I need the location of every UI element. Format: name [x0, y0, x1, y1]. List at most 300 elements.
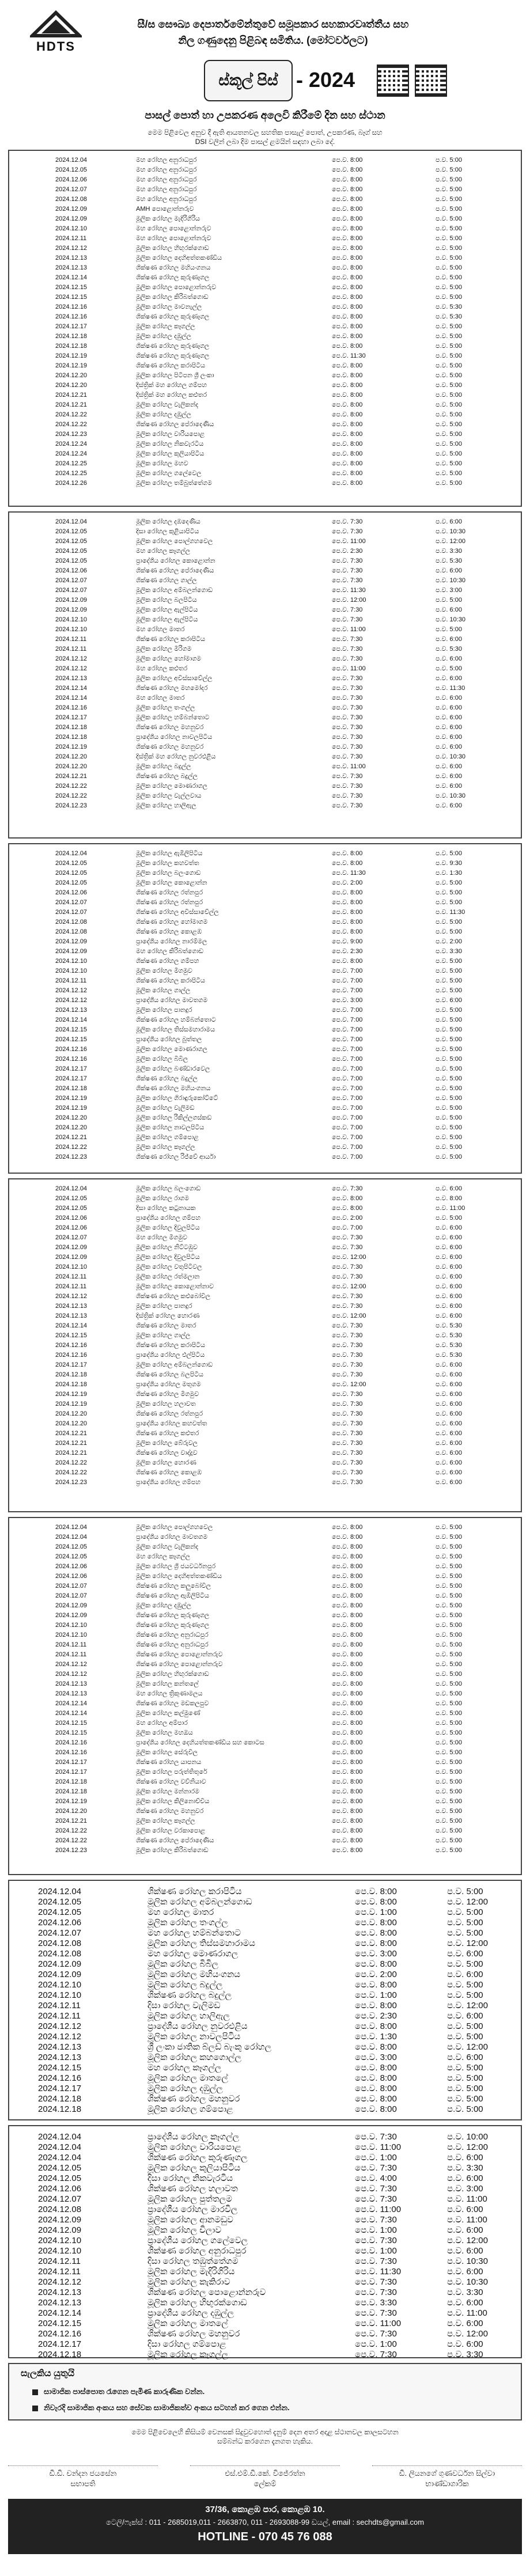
row-end-time: ප.ව. 6:00: [447, 1949, 483, 1959]
schedule-row: [9, 577, 521, 587]
row-venue: ප්‍රාදේශීය රෝහල මාවතගම: [136, 1534, 208, 1541]
row-date: 2024.12.10: [38, 2246, 82, 2256]
row-end-time: ප.ව. 5:00: [436, 1534, 462, 1541]
row-start-time: පෙ.ව. 8:00: [332, 1543, 363, 1550]
row-start-time: පෙ.ව. 7:30: [332, 1342, 363, 1349]
row-end-time: ප.ව. 5:00: [436, 1592, 462, 1599]
row-venue: දිසා රෝහල කුළියාපිටිය: [136, 528, 199, 535]
schedule-row: [9, 1144, 521, 1154]
row-date: 2024.12.17: [38, 2339, 82, 2349]
row-venue: මූලික රෝහල හාලිඇල: [136, 802, 196, 809]
row-venue: මූලික රෝහල බිබිල: [147, 1959, 219, 1969]
schedule-row: [9, 1312, 521, 1323]
row-date: 2024.12.09: [55, 206, 88, 213]
row-date: 2024.12.20: [55, 763, 88, 770]
row-end-time: ප.ව. 11:30: [436, 685, 465, 692]
row-start-time: පෙ.ව. 7:30: [332, 1352, 363, 1359]
row-end-time: ප.ව. 6:00: [436, 734, 462, 741]
row-end-time: ප.ව. 6:00: [447, 2319, 483, 2328]
row-end-time: ප.ව. 6:00: [436, 1381, 462, 1388]
row-end-time: ප.ව. 5:00: [447, 2073, 483, 2083]
row-start-time: පෙ.ව. 7:00: [332, 1056, 363, 1063]
note-2: නිවැරදි සාමාජික අංකය සහ සේවක සාමාජිකත්ව අංකය සටහන් කර ගෙන එන්න.: [44, 2403, 290, 2412]
row-start-time: පෙ.ව. 8:00: [332, 186, 363, 193]
row-venue: ප්‍රාදේශීය රෝහල කොළොන්න: [136, 557, 215, 564]
row-start-time: පෙ.ව. 8:00: [332, 1534, 363, 1541]
row-date: 2024.12.14: [55, 695, 88, 701]
row-venue: මූලික රෝහල කෑගල්ල: [136, 323, 195, 330]
row-venue: මූලික රෝහල ඇල්පිටිය: [136, 606, 198, 613]
row-end-time: ප.ව. 5:00: [436, 372, 462, 379]
row-end-time: ප.ව. 5:00: [436, 196, 462, 203]
row-date: 2024.12.20: [55, 372, 88, 379]
row-end-time: ප.ව. 5:00: [447, 2063, 483, 2073]
row-date: 2024.12.14: [55, 1016, 88, 1023]
schedule-row: [9, 1459, 521, 1470]
row-venue: මූලික රෝහල කිලිනොච්චිය: [136, 1798, 210, 1805]
row-venue: මූලික රෝහල දෙහිඅත්තකණ්ඩිය: [136, 255, 222, 261]
row-date: 2024.12.20: [55, 382, 88, 389]
hotline: HOTLINE - 070 45 76 088: [198, 2531, 332, 2543]
row-end-time: ප.ව. 5:30: [436, 1332, 462, 1339]
row-venue: ශික්ෂණ රෝහල කුරුණෑගල: [136, 1622, 210, 1629]
row-start-time: පෙ.ව. 8:00: [332, 450, 363, 457]
notice-line2: DSI වලින් ලබා දිම පාසල් ළමයින් සඳහා ලබා දේ.: [195, 138, 335, 146]
row-start-time: පෙ.ව. 2:30: [332, 948, 363, 955]
schedule-row: [9, 977, 521, 988]
row-end-time: ප.ව. 6:00: [447, 2011, 483, 2021]
row-end-time: ප.ව. 5:00: [436, 1524, 462, 1531]
schedule-row: [9, 2104, 521, 2117]
row-end-time: ප.ව. 5:00: [436, 186, 462, 193]
row-date: 2024.12.18: [38, 2104, 82, 2114]
brand-year: - 2024: [296, 68, 355, 92]
row-venue: දිස්ත්‍රික් මහ රෝහල කළුතර: [136, 392, 207, 399]
row-start-time: පෙ.ව. 8:00: [332, 1749, 363, 1756]
row-date: 2024.12.05: [55, 860, 88, 867]
schedule-row: [9, 450, 521, 461]
row-venue: මූලික රෝහල තංගල්ල: [147, 1918, 228, 1928]
schedule-row: [9, 362, 521, 373]
row-end-time: ප.ව. 5:00: [436, 1788, 462, 1795]
row-venue: මහ රෝහල මාතර: [136, 695, 185, 701]
row-venue: මූලික රෝහල හාලිඇල: [147, 2011, 230, 2021]
row-venue: ශික්ෂණ රෝහල මහනුවර: [147, 2329, 240, 2339]
row-start-time: පෙ.ව. 7:30: [332, 616, 363, 623]
roof-logo-icon: [30, 10, 82, 39]
row-start-time: පෙ.ව. 7:30: [332, 528, 363, 535]
row-venue: ප්‍රාදේශීය රෝහල මාවතගම: [136, 997, 208, 1004]
row-venue: මූලික රෝහල ශ්‍රී ජයවර්ධනපුර: [136, 1563, 216, 1570]
row-date: 2024.12.17: [55, 1065, 88, 1072]
row-end-time: ප.ව. 5:30: [436, 1322, 462, 1329]
row-date: 2024.12.07: [55, 909, 88, 916]
row-venue: ශික්ෂණ රෝහල කරාපිටිය: [136, 1342, 205, 1349]
row-start-time: පෙ.ව. 8:00: [355, 1938, 397, 1948]
row-end-time: ප.ව. 5:00: [436, 401, 462, 408]
row-venue: ශික්ෂණ රෝහල මාතර: [136, 1322, 196, 1329]
row-date: 2024.12.07: [55, 1583, 88, 1589]
row-start-time: පෙ.ව. 8:00: [332, 303, 363, 310]
schedule-row: [9, 1651, 521, 1661]
row-end-time: ප.ව. 6:00: [436, 1185, 462, 1192]
row-venue: ශ්‍රී ලංකා ජාතික බ්ලඩ් බැංකු රෝහල: [147, 2042, 272, 2052]
schedule-section: [8, 1178, 522, 1512]
schedule-row: [9, 1361, 521, 1372]
schedule-row: [9, 1371, 521, 1382]
row-start-time: පෙ.ව. 7:30: [355, 2329, 397, 2339]
schedule-row: [9, 392, 521, 402]
row-end-time: ප.ව. 5:00: [436, 284, 462, 291]
row-start-time: පෙ.ව. 8:00: [332, 176, 363, 183]
row-start-time: පෙ.ව. 8:00: [332, 196, 363, 203]
row-end-time: ප.ව. 6:00: [447, 2205, 483, 2214]
schedule-row: [9, 1410, 521, 1421]
row-date: 2024.12.11: [38, 2256, 81, 2266]
row-end-time: ප.ව. 6:00: [436, 1469, 462, 1476]
row-end-time: ප.ව. 10:30: [436, 577, 466, 584]
row-start-time: පෙ.ව. 7:30: [355, 2194, 397, 2204]
row-start-time: පෙ.ව. 8:00: [332, 245, 363, 252]
row-start-time: පෙ.ව. 8:00: [332, 1592, 363, 1599]
row-venue: මූලික රෝහල කහවත්ත: [136, 860, 199, 867]
row-start-time: පෙ.ව. 11:00: [332, 763, 366, 770]
row-date: 2024.12.10: [55, 225, 88, 232]
row-venue: මූලික රෝහල හිඟුරක්ගොඩ: [147, 2298, 247, 2308]
row-start-time: පෙ.ව. 7:30: [332, 734, 363, 741]
schedule-row: [9, 1026, 521, 1037]
row-date: 2024.12.18: [38, 2350, 82, 2359]
schedule-row: [9, 646, 521, 656]
row-venue: ශික්ෂණ රෝහල කරාපිටිය: [136, 362, 205, 369]
row-end-time: ප.ව. 5:00: [436, 1075, 462, 1082]
schedule-section: [8, 2125, 522, 2358]
row-venue: මූලික රෝහල පරුත්තිතුරේ: [136, 1769, 207, 1775]
row-start-time: පෙ.ව. 11:00: [355, 2205, 402, 2214]
row-date: 2024.12.21: [55, 773, 88, 780]
schedule-row: [9, 176, 521, 187]
row-date: 2024.12.19: [55, 743, 88, 750]
row-start-time: පෙ.ව. 1:00: [355, 1907, 397, 1917]
row-date: 2024.12.08: [38, 1949, 82, 1959]
row-venue: මූලික රෝහල කන්තලේ: [136, 1680, 199, 1687]
row-end-time: ප.ව. 6:00: [436, 1234, 462, 1241]
row-start-time: පෙ.ව. 7:00: [332, 1134, 363, 1141]
row-end-time: ප.ව. 10:00: [447, 2132, 488, 2142]
row-end-time: ප.ව. 6:00: [436, 655, 462, 662]
row-date: 2024.12.19: [55, 1401, 88, 1407]
row-end-time: ප.ව. 5:00: [436, 1105, 462, 1111]
row-date: 2024.12.11: [55, 1283, 87, 1290]
row-start-time: පෙ.ව. 8:00: [332, 928, 363, 935]
row-start-time: පෙ.ව. 7:30: [355, 2287, 397, 2297]
row-start-time: පෙ.ව. 12:00: [332, 1254, 366, 1261]
row-venue: ප්‍රාදේශීය රෝහල නාවලපිටිය: [136, 734, 213, 741]
row-venue: මූලික රෝහල කිරිබත්ගොඩ: [136, 294, 209, 301]
row-end-time: ප.ව. 9:30: [436, 860, 462, 867]
row-start-time: පෙ.ව. 12:00: [332, 597, 366, 604]
row-date: 2024.12.13: [55, 1312, 88, 1319]
row-date: 2024.12.21: [55, 1440, 88, 1447]
row-venue: මූලික රෝහල මාවනැල්ල: [136, 303, 202, 310]
row-start-time: පෙ.ව. 8:00: [332, 372, 363, 379]
row-end-time: ප.ව. 6:00: [436, 1273, 462, 1280]
row-date: 2024.12.10: [55, 958, 88, 965]
row-date: 2024.12.17: [55, 1075, 88, 1082]
row-end-time: ප.ව. 5:30: [436, 1342, 462, 1349]
schedule-row: [9, 411, 521, 422]
row-date: 2024.12.09: [38, 1959, 82, 1969]
row-venue: මූලික රෝහල ගම්පොළ: [147, 2104, 233, 2114]
row-venue: මූලික රෝහල මැදිරිගිරිය: [147, 2267, 235, 2277]
row-date: 2024.12.15: [55, 1036, 88, 1043]
schedule-row: [9, 1720, 521, 1730]
row-venue: ප්‍රාදේශීය රෝහල දඹුල්ල: [147, 2308, 234, 2318]
row-end-time: ප.ව. 5:30: [436, 557, 462, 564]
row-end-time: ප.ව. 5:00: [436, 1144, 462, 1151]
row-end-time: ප.ව. 5:00: [436, 879, 462, 886]
row-venue: දිස්ත්‍රික් මහ රෝහල ගම්පහ: [136, 382, 207, 389]
row-end-time: ප.ව. 5:00: [436, 215, 462, 222]
schedule-row: [9, 1332, 521, 1342]
row-end-time: ප.ව. 11:00: [447, 2308, 487, 2318]
row-date: 2024.12.16: [38, 2329, 82, 2339]
row-date: 2024.12.04: [38, 2153, 82, 2163]
row-end-time: ප.ව. 5:00: [436, 1798, 462, 1805]
row-venue: ශික්ෂණ රෝහල රත්නපුර: [136, 899, 203, 906]
row-date: 2024.12.14: [55, 1322, 88, 1329]
schedule-row: [9, 343, 521, 353]
row-date: 2024.12.05: [55, 1543, 88, 1550]
row-start-time: පෙ.ව. 8:00: [332, 441, 363, 447]
row-end-time: ප.ව. 8:00: [436, 1195, 462, 1202]
row-start-time: පෙ.ව. 7:30: [355, 2236, 397, 2245]
signature-role: සභාපති: [70, 2479, 96, 2488]
row-end-time: ප.ව. 12:00: [436, 538, 466, 545]
row-venue: ශික්ෂණ රෝහල වාද්දුව: [136, 1450, 198, 1456]
row-start-time: පෙ.ව. 7:30: [332, 1273, 363, 1280]
schedule-row: [9, 186, 521, 196]
row-start-time: පෙ.ව. 8:00: [332, 899, 363, 906]
row-date: 2024.12.12: [55, 655, 88, 662]
row-end-time: ප.ව. 5:00: [447, 2094, 483, 2104]
row-venue: මහ රෝහල මාතර: [147, 1907, 214, 1917]
schedule-row: [9, 1342, 521, 1352]
row-end-time: ප.ව. 6:00: [436, 1371, 462, 1378]
row-start-time: පෙ.ව. 2:00: [332, 879, 363, 886]
row-end-time: ප.ව. 5:00: [436, 166, 462, 173]
row-date: 2024.12.25: [55, 460, 88, 467]
row-end-time: ප.ව. 5:00: [436, 235, 462, 242]
row-date: 2024.12.06: [55, 1215, 88, 1221]
row-venue: මූලික රෝහල මහව: [136, 460, 188, 467]
schedule-row: [9, 899, 521, 909]
row-venue: ශික්ෂණ රෝහල මහමෝදර: [136, 685, 208, 692]
row-date: 2024.12.14: [55, 1700, 88, 1707]
signature-line: [190, 2461, 340, 2466]
row-venue: මූලික රෝහල බේරුවල: [136, 1440, 198, 1447]
schedule-row: [9, 1420, 521, 1431]
row-date: 2024.12.17: [55, 1769, 88, 1775]
schedule-row: [9, 1273, 521, 1284]
schedule-section: [8, 150, 522, 507]
row-date: 2024.12.19: [55, 1391, 88, 1398]
row-start-time: පෙ.ව. 7:30: [332, 1234, 363, 1241]
row-venue: මූලික රෝහල තිස්සමහාරාමය: [136, 1026, 215, 1033]
address: 37/36, කොළඹ පාර, කොළඹ 10.: [205, 2505, 325, 2514]
row-date: 2024.12.10: [38, 1980, 82, 1990]
schedule-row: [9, 1808, 521, 1818]
row-start-time: පෙ.ව. 1:30: [355, 2032, 397, 2042]
row-date: 2024.12.04: [38, 1887, 82, 1896]
schedule-row: [9, 431, 521, 441]
row-start-time: පෙ.ව. 11:00: [355, 2319, 402, 2328]
schedule-row: [9, 1105, 521, 1115]
schedule-row: [9, 655, 521, 666]
schedule-row: [9, 1381, 521, 1391]
schedule-row: [9, 1827, 521, 1838]
row-date: 2024.12.06: [55, 1563, 88, 1570]
row-end-time: ප.ව. 6:00: [436, 606, 462, 613]
qr-code-icon: [415, 65, 447, 97]
row-end-time: ප.ව. 5:00: [447, 1980, 483, 1990]
row-date: 2024.12.22: [55, 411, 88, 418]
row-end-time: ප.ව. 6:00: [436, 1361, 462, 1368]
row-end-time: ප.ව. 6:00: [447, 2153, 483, 2163]
schedule-section: [8, 511, 522, 839]
row-date: 2024.12.22: [55, 1827, 88, 1834]
row-date: 2024.12.18: [55, 333, 88, 340]
row-end-time: ප.ව. 5:00: [436, 1818, 462, 1824]
row-end-time: ප.ව. 5:00: [447, 1887, 483, 1896]
row-venue: මූලික රෝහල මීගමුව: [136, 968, 192, 974]
row-start-time: පෙ.ව. 8:00: [332, 392, 363, 399]
row-venue: මූලික රෝහල අම්බලන්ගොඩ: [136, 1361, 213, 1368]
row-venue: ශික්ෂණ රෝහල මහනුවර: [147, 2094, 240, 2104]
row-date: 2024.12.08: [38, 2205, 82, 2214]
row-venue: ශික්ෂණ රෝහල මහනුවර: [136, 743, 204, 750]
row-venue: ශික්ෂණ රෝහල අනුරාධපුර: [147, 2246, 247, 2256]
row-venue: මහ රෝහල අනුරාධපුර: [136, 176, 197, 183]
row-start-time: පෙ.ව. 7:30: [332, 1459, 363, 1466]
schedule-row: [9, 1124, 521, 1135]
row-start-time: පෙ.ව. 7:30: [332, 636, 363, 643]
schedule-row: [9, 938, 521, 949]
schedule-row: [9, 1322, 521, 1333]
row-start-time: පෙ.ව. 7:30: [332, 1264, 363, 1270]
row-start-time: පෙ.ව. 8:00: [355, 1897, 397, 1907]
row-start-time: පෙ.ව. 8:00: [355, 1959, 397, 1969]
row-end-time: ප.ව. 5:00: [436, 1046, 462, 1053]
schedule-row: [9, 1583, 521, 1593]
schedule-row: [9, 626, 521, 636]
row-date: 2024.12.06: [55, 889, 88, 896]
row-start-time: පෙ.ව. 8:00: [355, 1918, 397, 1928]
schedule-row: [9, 1612, 521, 1622]
contact-bar: [8, 2499, 522, 2554]
signature-role: ලේකම්: [253, 2479, 277, 2488]
row-venue: දිසා රෝහල ගම්පොළ: [147, 2339, 226, 2349]
row-date: 2024.12.17: [55, 1361, 88, 1368]
row-date: 2024.12.14: [55, 685, 88, 692]
schedule-row: [9, 1065, 521, 1076]
row-venue: ශික්ෂණ රෝහල හෝමාගම: [136, 919, 208, 925]
row-date: 2024.12.15: [55, 294, 88, 301]
row-venue: මූලික රෝහල තම්බුත්තේගම: [136, 480, 212, 487]
schedule-row: [9, 1046, 521, 1056]
row-venue: මූලික රෝහල හොරණ: [136, 1459, 196, 1466]
row-start-time: පෙ.ව. 8:00: [332, 1195, 363, 1202]
row-start-time: පෙ.ව. 3:30: [355, 2298, 397, 2308]
row-venue: මූලික රෝහල දඹුල්ල: [136, 411, 191, 418]
row-start-time: පෙ.ව. 3:00: [355, 1949, 397, 1959]
schedule-row: [9, 675, 521, 685]
row-start-time: පෙ.ව. 8:00: [332, 431, 363, 438]
row-start-time: පෙ.ව. 8:00: [332, 919, 363, 925]
row-end-time: ප.ව. 1:30: [436, 870, 462, 877]
row-end-time: ප.ව. 3:00: [436, 587, 462, 594]
row-venue: දිස්ත්‍රික් මහ රෝහල නුවරඑළිය: [136, 753, 216, 760]
row-end-time: ප.ව. 6:00: [436, 763, 462, 770]
row-date: 2024.12.13: [55, 1680, 88, 1687]
row-date: 2024.12.11: [55, 1651, 87, 1658]
row-date: 2024.12.13: [38, 2053, 82, 2062]
row-end-time: ප.ව. 5:00: [436, 1700, 462, 1707]
row-date: 2024.12.05: [38, 2163, 82, 2173]
row-start-time: පෙ.ව. 11:30: [332, 587, 366, 594]
row-date: 2024.12.08: [55, 919, 88, 925]
schedule-row: [9, 382, 521, 392]
row-start-time: පෙ.ව. 7:30: [355, 2132, 397, 2142]
schedule-row: [9, 1661, 521, 1671]
row-date: 2024.12.09: [55, 215, 88, 222]
row-date: 2024.12.22: [55, 1144, 88, 1151]
row-start-time: පෙ.ව. 8:00: [332, 401, 363, 408]
row-end-time: ප.ව. 5:00: [447, 2084, 483, 2093]
row-venue: මූලික රෝහල වරකාපොළ: [136, 1827, 206, 1834]
row-venue: දිසා රෝහල නිකවැරටිය: [147, 2173, 233, 2183]
schedule-row: [9, 1524, 521, 1534]
row-end-time: ප.ව. 6:00: [436, 1479, 462, 1486]
row-start-time: පෙ.ව. 8:00: [332, 235, 363, 242]
row-end-time: ප.ව. 5:00: [436, 343, 462, 350]
row-date: 2024.12.17: [55, 714, 88, 721]
schedule-row: [9, 460, 521, 471]
row-venue: මූලික රෝහල හෝමාගම: [136, 655, 202, 662]
row-start-time: පෙ.ව. 8:00: [332, 166, 363, 173]
row-start-time: පෙ.ව. 7:00: [332, 968, 363, 974]
row-end-time: ප.ව. 5:00: [436, 1671, 462, 1678]
row-date: 2024.12.21: [55, 1450, 88, 1456]
row-end-time: ප.ව. 2:00: [436, 938, 462, 945]
row-start-time: පෙ.ව. 8:00: [355, 1928, 397, 1938]
row-date: 2024.12.15: [55, 1332, 88, 1339]
row-venue: ශික්ෂණ රෝහල කුරුණෑගල: [147, 2153, 248, 2163]
row-date: 2024.12.10: [38, 1990, 82, 2000]
row-date: 2024.12.06: [38, 1918, 82, 1928]
row-date: 2024.12.07: [55, 899, 88, 906]
row-start-time: පෙ.ව. 8:00: [332, 323, 363, 330]
row-end-time: ප.ව. 6:00: [436, 695, 462, 701]
schedule-row: [9, 225, 521, 236]
row-date: 2024.12.12: [55, 1671, 88, 1678]
row-end-time: ප.ව. 5:00: [447, 1928, 483, 1938]
row-start-time: පෙ.ව. 8:00: [355, 2073, 397, 2083]
row-start-time: පෙ.ව. 7:00: [332, 1095, 363, 1102]
row-end-time: ප.ව. 5:00: [436, 274, 462, 281]
schedule-row: [9, 919, 521, 929]
row-date: 2024.12.18: [55, 1371, 88, 1378]
